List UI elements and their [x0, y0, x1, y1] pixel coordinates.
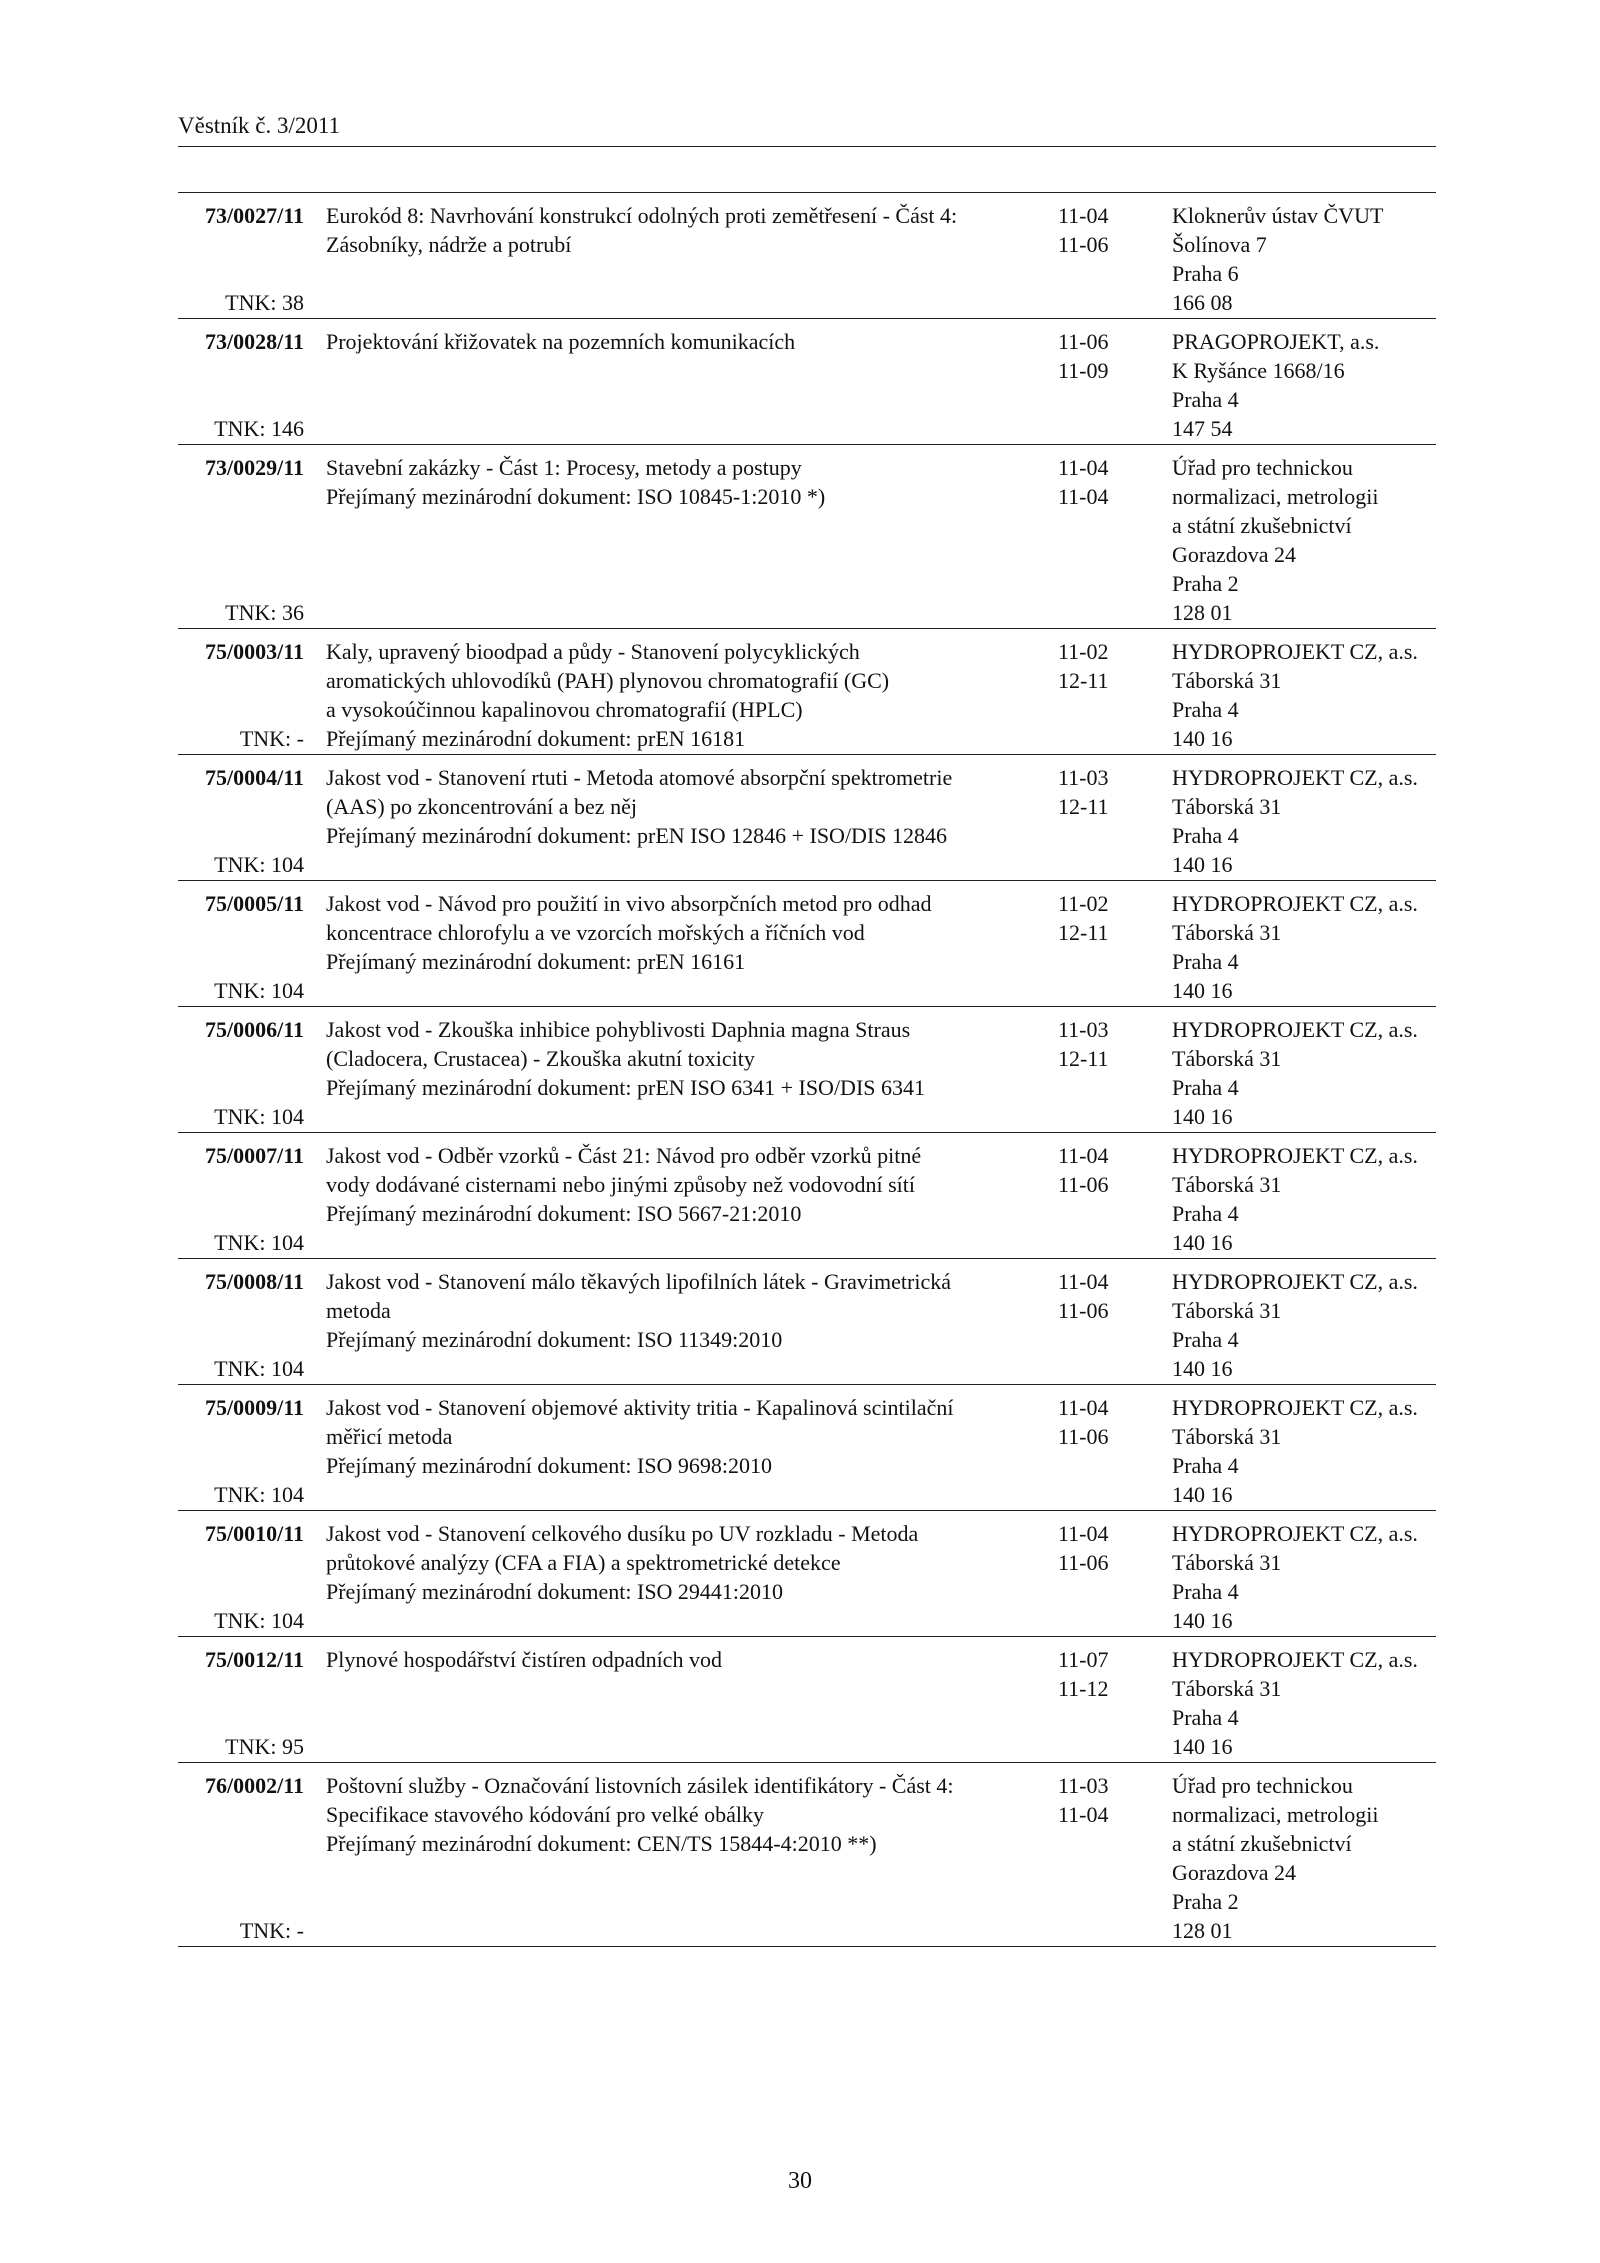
- title-cell: [326, 637, 1036, 753]
- standard-code: 75/0006/11: [204, 1017, 304, 1042]
- title-line: Jakost vod - Zkouška inhibice pohyblivosti Daphnia magna Straus: [326, 1017, 911, 1042]
- dates-cell: [1058, 637, 1148, 695]
- spacer-line: [326, 1354, 1036, 1383]
- code-cell: [178, 1141, 304, 1257]
- organization-cell: [1172, 1519, 1436, 1635]
- organization-cell: [1172, 1015, 1436, 1131]
- title-line: Stavební zakázky - Část 1: Procesy, metody a postupy: [326, 455, 802, 480]
- code-cell: [178, 1393, 304, 1509]
- standard-code: 75/0008/11: [204, 1269, 304, 1294]
- dates-cell: [1058, 201, 1148, 259]
- tnk-number: TNK: 104: [214, 852, 304, 877]
- table-row: [178, 1132, 1436, 1258]
- standard-code: 75/0005/11: [204, 891, 304, 916]
- title-line: vody dodávané cisternami nebo jinými způsoby než vodovodní sítí: [326, 1172, 916, 1197]
- dates-cell: [1058, 1393, 1148, 1451]
- title-cell: [326, 453, 1036, 627]
- tnk-number: TNK: 146: [214, 416, 304, 441]
- title-line: Plynové hospodářství čistíren odpadních vod: [326, 1647, 722, 1672]
- title-line: Kaly, upravený bioodpad a půdy - Stanovení polycyklických: [326, 639, 860, 664]
- tnk-number: TNK: -: [239, 1918, 304, 1943]
- organization-line: normalizaci, metrologii: [1172, 1802, 1379, 1827]
- organization-line: HYDROPROJEKT CZ, a.s.: [1172, 1143, 1418, 1168]
- date-value: 11-04: [1058, 1802, 1109, 1827]
- organization-cell: [1172, 1393, 1436, 1509]
- title-line: Eurokód 8: Navrhování konstrukcí odolných proti zemětřesení - Část 4:: [326, 203, 958, 228]
- dates-cell: [1058, 1645, 1148, 1703]
- dates-cell: [1058, 1267, 1148, 1325]
- organization-line: 140 16: [1172, 726, 1233, 751]
- title-line: Přejímaný mezinárodní dokument: CEN/TS 15844-4:2010 **): [326, 1831, 877, 1856]
- tnk-number: TNK: 104: [214, 1104, 304, 1129]
- title-line: Jakost vod - Návod pro použití in vivo absorpčních metod pro odhad: [326, 891, 932, 916]
- organization-line: Úřad pro technickou: [1172, 1773, 1353, 1798]
- code-cell: [178, 453, 304, 627]
- tnk-number: TNK: 104: [214, 1482, 304, 1507]
- organization-line: Táborská 31: [1172, 1046, 1282, 1071]
- date-value: 11-12: [1058, 1676, 1109, 1701]
- organization-cell: [1172, 1645, 1436, 1761]
- title-line: Přejímaný mezinárodní dokument: ISO 11349:2010: [326, 1327, 783, 1352]
- title-line: Jakost vod - Stanovení málo těkavých lipofilních látek - Gravimetrická: [326, 1269, 951, 1294]
- organization-line: HYDROPROJEKT CZ, a.s.: [1172, 891, 1418, 916]
- spacer-line: [326, 1480, 1036, 1509]
- title-line: Jakost vod - Stanovení rtuti - Metoda atomové absorpční spektrometrie: [326, 765, 953, 790]
- tnk-number: TNK: 38: [225, 290, 304, 315]
- standard-code: 76/0002/11: [204, 1773, 304, 1798]
- tnk-number: TNK: 104: [214, 1230, 304, 1255]
- table-row: [178, 1636, 1436, 1762]
- organization-line: PRAGOPROJEKT, a.s.: [1172, 329, 1380, 354]
- organization-line: HYDROPROJEKT CZ, a.s.: [1172, 1647, 1418, 1672]
- date-value: 11-04: [1058, 1269, 1109, 1294]
- date-value: 11-06: [1058, 1424, 1109, 1449]
- spacer-line: [326, 511, 1036, 540]
- page-number: 30: [788, 2168, 812, 2194]
- organization-line: 140 16: [1172, 978, 1233, 1003]
- organization-line: Praha 4: [1172, 1201, 1239, 1226]
- title-line: (AAS) po zkoncentrování a bez něj: [326, 794, 637, 819]
- date-value: 11-02: [1058, 639, 1109, 664]
- date-value: 11-04: [1058, 1395, 1109, 1420]
- spacer-line: [326, 1674, 1036, 1703]
- organization-cell: [1172, 453, 1436, 627]
- title-line: Přejímaný mezinárodní dokument: prEN 16161: [326, 949, 746, 974]
- table-row: [178, 1762, 1436, 1946]
- table-row: [178, 880, 1436, 1006]
- organization-line: Gorazdova 24: [1172, 1860, 1297, 1885]
- organization-line: Táborská 31: [1172, 794, 1282, 819]
- title-cell: [326, 1141, 1036, 1257]
- title-line: Přejímaný mezinárodní dokument: ISO 10845-1:2010 *): [326, 484, 826, 509]
- spacer-line: [326, 540, 1036, 569]
- organization-cell: [1172, 1267, 1436, 1383]
- organization-line: 140 16: [1172, 1356, 1233, 1381]
- table-row: [178, 1006, 1436, 1132]
- organization-line: Táborská 31: [1172, 920, 1282, 945]
- organization-line: Táborská 31: [1172, 1676, 1282, 1701]
- standard-code: 75/0004/11: [204, 765, 304, 790]
- date-value: 11-02: [1058, 891, 1109, 916]
- code-cell: [178, 1645, 304, 1761]
- standards-table: [178, 192, 1436, 1947]
- organization-line: Praha 2: [1172, 1889, 1239, 1914]
- standard-code: 75/0010/11: [204, 1521, 304, 1546]
- title-line: Jakost vod - Stanovení objemové aktivity tritia - Kapalinová scintilační: [326, 1395, 954, 1420]
- organization-line: Kloknerův ústav ČVUT: [1172, 203, 1384, 228]
- organization-line: Táborská 31: [1172, 1172, 1282, 1197]
- title-line: aromatických uhlovodíků (PAH) plynovou chromatografií (GC): [326, 668, 890, 693]
- spacer-line: [326, 598, 1036, 627]
- date-value: 11-03: [1058, 765, 1109, 790]
- date-value: 12-11: [1058, 920, 1109, 945]
- organization-line: HYDROPROJEKT CZ, a.s.: [1172, 1521, 1418, 1546]
- code-cell: [178, 889, 304, 1005]
- organization-line: HYDROPROJEKT CZ, a.s.: [1172, 1017, 1418, 1042]
- organization-line: 140 16: [1172, 1734, 1233, 1759]
- organization-line: HYDROPROJEKT CZ, a.s.: [1172, 639, 1418, 664]
- date-value: 11-06: [1058, 329, 1109, 354]
- organization-line: a státní zkušebnictví: [1172, 513, 1352, 538]
- code-cell: [178, 763, 304, 879]
- title-cell: [326, 763, 1036, 879]
- standard-code: 73/0028/11: [204, 329, 304, 354]
- spacer-line: [326, 1858, 1036, 1887]
- date-value: 12-11: [1058, 668, 1109, 693]
- spacer-line: [326, 1102, 1036, 1131]
- tnk-number: TNK: 104: [214, 1608, 304, 1633]
- title-cell: [326, 1519, 1036, 1635]
- title-line: Jakost vod - Odběr vzorků - Část 21: Návod pro odběr vzorků pitné: [326, 1143, 922, 1168]
- spacer-line: [326, 259, 1036, 288]
- organization-line: Praha 4: [1172, 387, 1239, 412]
- spacer-line: [326, 288, 1036, 317]
- standard-code: 73/0029/11: [204, 455, 304, 480]
- dates-cell: [1058, 453, 1148, 511]
- tnk-number: TNK: 104: [214, 978, 304, 1003]
- spacer-line: [326, 1228, 1036, 1257]
- title-line: Jakost vod - Stanovení celkového dusíku po UV rozkladu - Metoda: [326, 1521, 919, 1546]
- title-line: Poštovní služby - Označování listovních zásilek identifikátory - Část 4:: [326, 1773, 954, 1798]
- dates-cell: [1058, 1771, 1148, 1829]
- organization-cell: [1172, 201, 1436, 317]
- table-row: [178, 1258, 1436, 1384]
- table-row: [178, 1510, 1436, 1636]
- organization-cell: [1172, 327, 1436, 443]
- date-value: 11-04: [1058, 1143, 1109, 1168]
- journal-title: Věstník č. 3/2011: [178, 113, 341, 138]
- date-value: 11-03: [1058, 1773, 1109, 1798]
- spacer-line: [326, 1732, 1036, 1761]
- organization-line: Praha 4: [1172, 1075, 1239, 1100]
- title-cell: [326, 1393, 1036, 1509]
- date-value: 11-04: [1058, 1521, 1109, 1546]
- code-cell: [178, 1267, 304, 1383]
- date-value: 11-06: [1058, 1550, 1109, 1575]
- tnk-number: TNK: 104: [214, 1356, 304, 1381]
- organization-line: Praha 4: [1172, 1327, 1239, 1352]
- title-line: metoda: [326, 1298, 391, 1323]
- organization-line: Táborská 31: [1172, 1298, 1282, 1323]
- dates-cell: [1058, 763, 1148, 821]
- title-line: Přejímaný mezinárodní dokument: ISO 29441:2010: [326, 1579, 784, 1604]
- code-cell: [178, 1771, 304, 1945]
- organization-cell: [1172, 1141, 1436, 1257]
- title-cell: [326, 201, 1036, 317]
- organization-line: Táborská 31: [1172, 1424, 1282, 1449]
- spacer-line: [326, 414, 1036, 443]
- title-cell: [326, 1267, 1036, 1383]
- code-cell: [178, 1519, 304, 1635]
- dates-cell: [1058, 1141, 1148, 1199]
- code-cell: [178, 327, 304, 443]
- title-cell: [326, 1015, 1036, 1131]
- title-line: Specifikace stavového kódování pro velké obálky: [326, 1802, 765, 1827]
- title-line: Přejímaný mezinárodní dokument: prEN ISO 12846 + ISO/DIS 12846: [326, 823, 948, 848]
- table-row: [178, 318, 1436, 444]
- organization-line: HYDROPROJEKT CZ, a.s.: [1172, 1395, 1418, 1420]
- tnk-number: TNK: 36: [225, 600, 304, 625]
- title-line: Zásobníky, nádrže a potrubí: [326, 232, 572, 257]
- date-value: 11-06: [1058, 1298, 1109, 1323]
- dates-cell: [1058, 889, 1148, 947]
- table-row: [178, 193, 1436, 318]
- spacer-line: [326, 356, 1036, 385]
- organization-line: Úřad pro technickou: [1172, 455, 1353, 480]
- organization-line: 140 16: [1172, 852, 1233, 877]
- organization-line: HYDROPROJEKT CZ, a.s.: [1172, 1269, 1418, 1294]
- organization-line: Praha 4: [1172, 949, 1239, 974]
- organization-line: 147 54: [1172, 416, 1233, 441]
- title-cell: [326, 889, 1036, 1005]
- title-cell: [326, 327, 1036, 443]
- organization-cell: [1172, 889, 1436, 1005]
- dates-cell: [1058, 1015, 1148, 1073]
- organization-line: 128 01: [1172, 1918, 1233, 1943]
- tnk-number: TNK: 95: [225, 1734, 304, 1759]
- spacer-line: [326, 1606, 1036, 1635]
- organization-line: Táborská 31: [1172, 1550, 1282, 1575]
- organization-line: 140 16: [1172, 1608, 1233, 1633]
- table-row: [178, 628, 1436, 754]
- title-line: Přejímaný mezinárodní dokument: ISO 5667-21:2010: [326, 1201, 802, 1226]
- organization-line: 140 16: [1172, 1482, 1233, 1507]
- standard-code: 73/0027/11: [204, 203, 304, 228]
- organization-line: a státní zkušebnictví: [1172, 1831, 1352, 1856]
- tnk-number: TNK: -: [239, 726, 304, 751]
- organization-line: Praha 4: [1172, 1705, 1239, 1730]
- standard-code: 75/0003/11: [204, 639, 304, 664]
- organization-line: Praha 4: [1172, 823, 1239, 848]
- organization-line: Praha 4: [1172, 1579, 1239, 1604]
- date-value: 11-03: [1058, 1017, 1109, 1042]
- title-line: Přejímaný mezinárodní dokument: prEN ISO 6341 + ISO/DIS 6341: [326, 1075, 926, 1100]
- page-header: [178, 112, 1436, 147]
- title-line: (Cladocera, Crustacea) - Zkouška akutní toxicity: [326, 1046, 755, 1071]
- date-value: 11-04: [1058, 484, 1109, 509]
- table-row: [178, 444, 1436, 628]
- date-value: 12-11: [1058, 1046, 1109, 1071]
- dates-cell: [1058, 327, 1148, 385]
- organization-line: Táborská 31: [1172, 668, 1282, 693]
- code-cell: [178, 1015, 304, 1131]
- spacer-line: [326, 1703, 1036, 1732]
- title-line: Projektování křižovatek na pozemních komunikacích: [326, 329, 796, 354]
- organization-cell: [1172, 637, 1436, 753]
- organization-line: 128 01: [1172, 600, 1233, 625]
- spacer-line: [326, 569, 1036, 598]
- standard-code: 75/0007/11: [204, 1143, 304, 1168]
- title-line: Přejímaný mezinárodní dokument: prEN 16181: [326, 726, 746, 751]
- spacer-line: [326, 976, 1036, 1005]
- title-cell: [326, 1645, 1036, 1761]
- table-row: [178, 1384, 1436, 1510]
- spacer-line: [326, 1887, 1036, 1916]
- organization-line: K Ryšánce 1668/16: [1172, 358, 1345, 383]
- standard-code: 75/0009/11: [204, 1395, 304, 1420]
- date-value: 12-11: [1058, 794, 1109, 819]
- date-value: 11-06: [1058, 1172, 1109, 1197]
- title-line: koncentrace chlorofylu a ve vzorcích mořských a říčních vod: [326, 920, 865, 945]
- organization-line: normalizaci, metrologii: [1172, 484, 1379, 509]
- date-value: 11-04: [1058, 203, 1109, 228]
- standard-code: 75/0012/11: [204, 1647, 304, 1672]
- organization-line: Praha 6: [1172, 261, 1239, 286]
- spacer-line: [326, 1916, 1036, 1945]
- organization-line: 140 16: [1172, 1230, 1233, 1255]
- organization-line: Praha 4: [1172, 1453, 1239, 1478]
- organization-line: 166 08: [1172, 290, 1233, 315]
- date-value: 11-07: [1058, 1647, 1109, 1672]
- spacer-line: [326, 850, 1036, 879]
- code-cell: [178, 637, 304, 753]
- title-cell: [326, 1771, 1036, 1945]
- organization-line: HYDROPROJEKT CZ, a.s.: [1172, 765, 1418, 790]
- dates-cell: [1058, 1519, 1148, 1577]
- organization-line: Praha 2: [1172, 571, 1239, 596]
- organization-line: 140 16: [1172, 1104, 1233, 1129]
- title-line: měřicí metoda: [326, 1424, 453, 1449]
- title-line: průtokové analýzy (CFA a FIA) a spektrometrické detekce: [326, 1550, 841, 1575]
- table-row: [178, 754, 1436, 880]
- date-value: 11-09: [1058, 358, 1109, 383]
- organization-cell: [1172, 1771, 1436, 1945]
- date-value: 11-06: [1058, 232, 1109, 257]
- organization-line: Praha 4: [1172, 697, 1239, 722]
- title-line: a vysokoúčinnou kapalinovou chromatografií (HPLC): [326, 697, 803, 722]
- organization-line: Šolínova 7: [1172, 232, 1267, 257]
- spacer-line: [326, 385, 1036, 414]
- code-cell: [178, 201, 304, 317]
- title-line: Přejímaný mezinárodní dokument: ISO 9698:2010: [326, 1453, 773, 1478]
- organization-line: Gorazdova 24: [1172, 542, 1297, 567]
- date-value: 11-04: [1058, 455, 1109, 480]
- organization-cell: [1172, 763, 1436, 879]
